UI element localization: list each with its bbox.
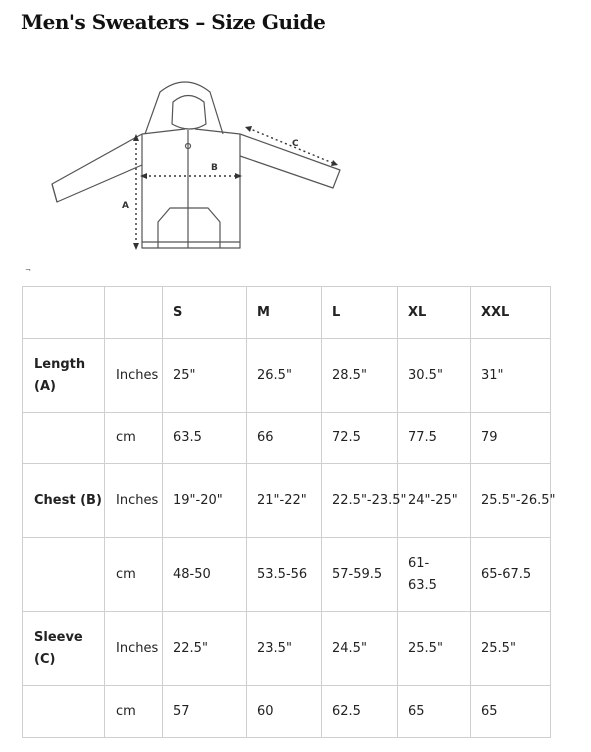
right-sleeve-outline — [240, 134, 340, 188]
value-cell: 22.5" — [163, 612, 247, 686]
hoodie-size-diagram — [40, 72, 350, 257]
value-cell: 65-67.5 — [471, 538, 551, 612]
unit-cell: cm — [105, 686, 163, 738]
value-cell: 25.5"-26.5" — [471, 464, 551, 538]
header-cell — [105, 287, 163, 339]
value-cell: 24"-25" — [398, 464, 471, 538]
value-cell: 65 — [398, 686, 471, 738]
measure-label-a: A — [122, 201, 129, 211]
row-label — [23, 538, 105, 612]
row-label: Chest (B) — [23, 464, 105, 538]
table-row — [23, 686, 551, 738]
value-cell: 23.5" — [247, 612, 322, 686]
table-row — [23, 538, 551, 612]
hoodie-illustration — [40, 72, 350, 257]
value-cell: 28.5" — [322, 339, 398, 413]
value-cell: 30.5" — [398, 339, 471, 413]
value-cell: 21"-22" — [247, 464, 322, 538]
header-cell-m: M — [247, 287, 322, 339]
value-cell: 65 — [471, 686, 551, 738]
value-cell: 22.5"-23.5" — [322, 464, 398, 538]
header-cell-xl: XL — [398, 287, 471, 339]
unit-cell: Inches — [105, 612, 163, 686]
value-cell: 57-59.5 — [322, 538, 398, 612]
value-cell: 61-63.5 — [398, 538, 471, 612]
value-cell: 19"-20" — [163, 464, 247, 538]
body-outline — [142, 134, 240, 248]
measure-label-b: B — [211, 163, 218, 173]
value-cell: 62.5 — [322, 686, 398, 738]
page-title: Men's Sweaters – Size Guide — [21, 10, 326, 34]
hood-inner — [172, 96, 206, 130]
stray-mark: ¬ — [25, 266, 31, 274]
value-cell: 53.5-56 — [247, 538, 322, 612]
unit-cell: cm — [105, 538, 163, 612]
table-row — [23, 612, 551, 686]
unit-cell: Inches — [105, 464, 163, 538]
row-label: Length (A) — [23, 339, 105, 413]
table-row — [23, 464, 551, 538]
value-cell: 63.5 — [163, 413, 247, 464]
unit-cell: cm — [105, 413, 163, 464]
value-cell: 25" — [163, 339, 247, 413]
measure-label-c: C — [292, 139, 299, 149]
table-header-row — [23, 287, 551, 339]
value-cell: 60 — [247, 686, 322, 738]
table-row — [23, 413, 551, 464]
row-label — [23, 686, 105, 738]
row-label: Sleeve (C) — [23, 612, 105, 686]
value-cell: 79 — [471, 413, 551, 464]
header-cell-l: L — [322, 287, 398, 339]
value-cell: 66 — [247, 413, 322, 464]
hood-outline — [145, 82, 223, 134]
value-cell: 26.5" — [247, 339, 322, 413]
header-cell — [23, 287, 105, 339]
header-cell-s: S — [163, 287, 247, 339]
value-cell: 31" — [471, 339, 551, 413]
unit-cell: Inches — [105, 339, 163, 413]
value-cell: 25.5" — [398, 612, 471, 686]
row-label — [23, 413, 105, 464]
value-cell: 48-50 — [163, 538, 247, 612]
value-cell: 77.5 — [398, 413, 471, 464]
header-cell-xxl: XXL — [471, 287, 551, 339]
value-cell: 57 — [163, 686, 247, 738]
value-cell: 25.5" — [471, 612, 551, 686]
size-table — [22, 286, 556, 738]
value-cell: 24.5" — [322, 612, 398, 686]
table-row — [23, 339, 551, 413]
value-cell: 72.5 — [322, 413, 398, 464]
left-sleeve-outline — [52, 134, 142, 202]
